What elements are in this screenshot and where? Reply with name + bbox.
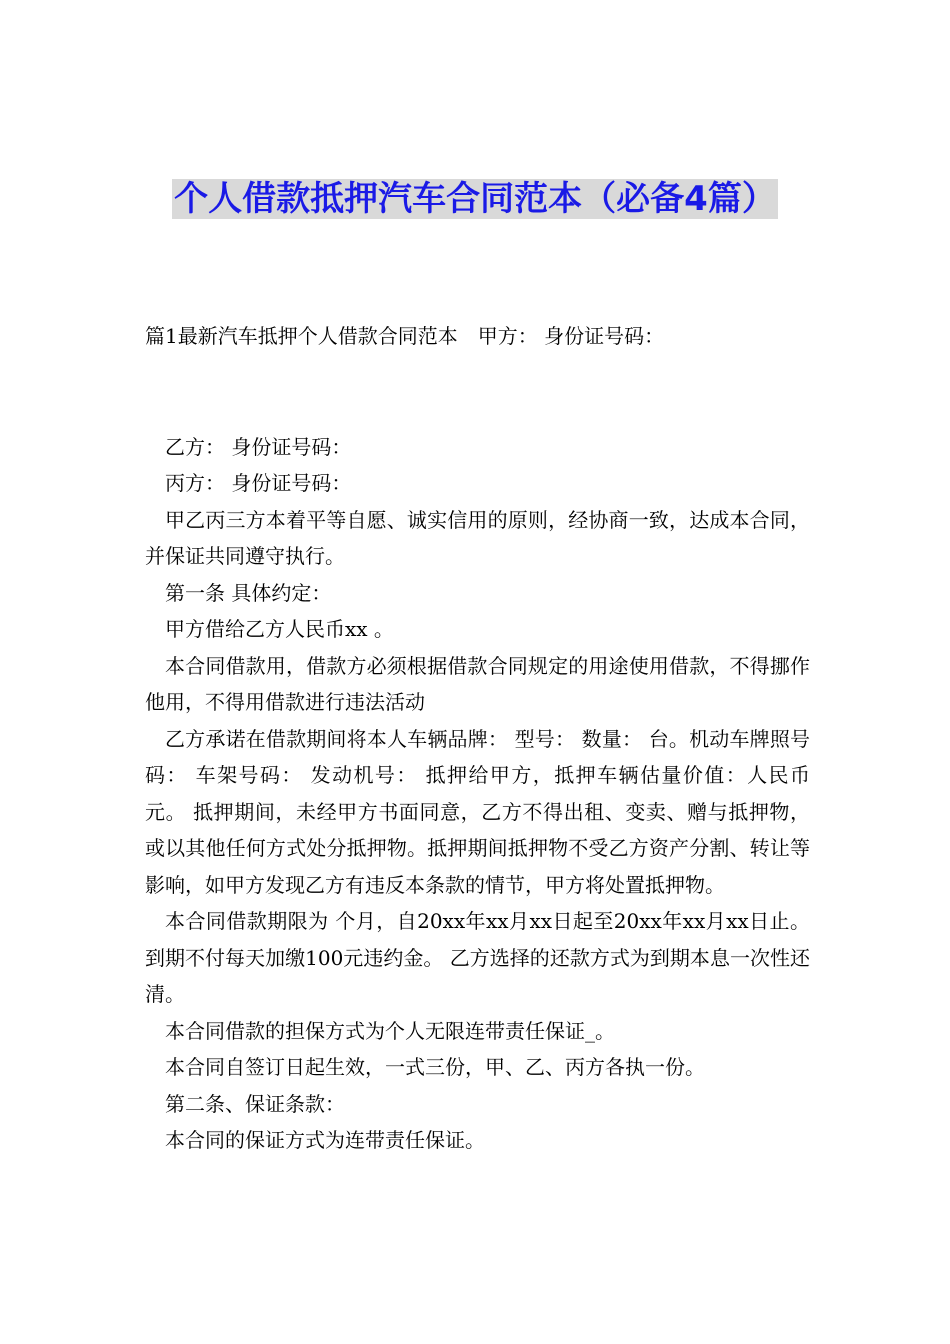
- document-title-text: 个人借款抵押汽车合同范本（必备4篇）: [174, 179, 776, 219]
- paragraph-party-c: 丙方： 身份证号码：: [165, 471, 352, 495]
- document-title: [120, 174, 830, 224]
- paragraph-loan-purpose: 本合同借款用，借款方必须根据借款合同规定的用途使用借款，不得挪作他用，不得用借款进行违法活动: [145, 653, 810, 714]
- paragraph-article-2-heading: 第二条、保证条款：: [165, 1091, 345, 1116]
- paragraph-loan-amount: 甲方借给乙方人民币xx 。: [165, 617, 394, 641]
- paragraph-guarantee-method: 本合同借款的担保方式为个人无限连带责任保证_。: [165, 1018, 615, 1043]
- intro-line: 篇1最新汽车抵押个人借款合同范本 甲方： 身份证号码：: [145, 324, 665, 348]
- paragraph-effective-date: 本合同自签订日起生效，一式三份，甲、乙、丙方各执一份。: [165, 1055, 705, 1079]
- paragraph-collateral: 乙方承诺在借款期间将本人车辆品牌： 型号： 数量： 台。机动车牌照号码： 车架号码： 发动机号： 抵押给甲方，抵押车辆估量价值：人民币 元。 抵押期间，未经甲方书面同意，乙方不得出租、变卖、赠与抵押物，或以其他任何方式处分抵押物。抵押期间抵押物不受乙方资产分割、转让等影响，如甲方发现乙方有违反本条款的情节，甲方将处置抵押物。: [145, 726, 810, 897]
- paragraph-article-1-heading: 第一条 具体约定：: [165, 580, 332, 605]
- paragraph-guarantee-type: 本合同的保证方式为连带责任保证。: [165, 1128, 485, 1152]
- paragraph-loan-term: 本合同借款期限为 个月，自20xx年xx月xx日起至20xx年xx月xx日止。到期不付每天加缴100元违约金。 乙方选择的还款方式为到期本息一次性还清。: [145, 909, 810, 1006]
- paragraph-preamble: 甲乙丙三方本着平等自愿、诚实信用的原则，经协商一致，达成本合同，并保证共同遵守执行。: [145, 507, 810, 568]
- paragraph-party-b: 乙方： 身份证号码：: [165, 434, 352, 459]
- document-body: [145, 318, 810, 1159]
